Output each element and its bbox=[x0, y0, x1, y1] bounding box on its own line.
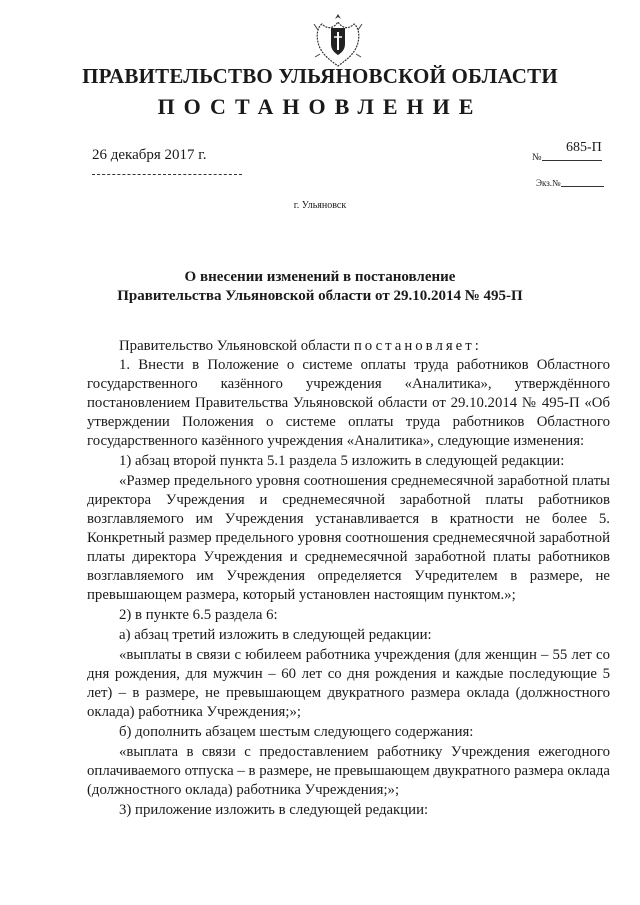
copy-underline bbox=[561, 186, 604, 187]
paragraph-2: 1) абзац второй пункта 5.1 раздела 5 изложить в следующей редакции: bbox=[119, 453, 565, 469]
paragraph-8: «выплата в связи с предоставлением работнику Учреждения ежегодного оплачиваемого отпуска – в размере, не превышающем двукратного размера оклада (должностного оклада) работника Учреждения;»; bbox=[87, 744, 610, 798]
number-underline bbox=[542, 160, 602, 161]
city: г. Ульяновск bbox=[293, 200, 347, 211]
subject-line-2: Правительства Ульяновской области от 29.10.2014 № 495-П bbox=[117, 288, 523, 304]
paragraph-7: б) дополнить абзацем шестым следующего содержания: bbox=[119, 724, 474, 740]
intro-paragraph bbox=[87, 337, 610, 356]
document-date: 26 декабря 2017 г. bbox=[92, 147, 207, 163]
paragraph-4: 2) в пункте 6.5 раздела 6: bbox=[119, 607, 278, 623]
copy-label: Экз.№ bbox=[536, 178, 561, 188]
date-underline bbox=[92, 174, 242, 175]
government-title: ПРАВИТЕЛЬСТВО УЛЬЯНОВСКОЙ ОБЛАСТИ bbox=[82, 64, 558, 88]
paragraph-5: а) абзац третий изложить в следующей редакции: bbox=[119, 627, 432, 643]
document-type: ПОСТАНОВЛЕНИЕ bbox=[157, 94, 483, 119]
paragraph-1: 1. Внести в Положение о системе оплаты труда работников Областного государственного казённого учреждения «Аналитика», утверждённого постановлением Правительства Ульяновской области от 29.10.2014 № 495-П «Об утверждении Положения о системе оплаты труда работников Областного государственного казённого учреждения «Аналитика», следующие изменения: bbox=[87, 357, 610, 449]
intro-verb: постановляет: bbox=[353, 338, 482, 354]
document-subject bbox=[0, 268, 640, 306]
coat-of-arms-icon bbox=[312, 10, 364, 70]
document-body bbox=[87, 337, 610, 820]
number-label: № bbox=[532, 152, 542, 163]
intro-prefix: Правительство Ульяновской области bbox=[119, 338, 351, 354]
paragraph-3: «Размер предельного уровня соотношения среднемесячной заработной платы директора Учреждения и среднемесячной заработной платы работников возглавляемого им Учреждения устанавливается в кратности не более 5. Конкретный размер предельного уровня соотношения среднемесячной заработной платы директора Учреждения и среднемесячной заработной платы работников возглавляемого им Учреждения определяется Учредителем в размере, не превышающем размера, который установлен настоящим пунктом.»; bbox=[87, 473, 610, 603]
subject-line-1: О внесении изменений в постановление bbox=[184, 269, 456, 285]
paragraph-6: «выплаты в связи с юбилеем работника учреждения (для женщин – 55 лет со дня рождения, для мужчин – 60 лет со дня рождения и каждые последующие 5 лет) – в размере, не превышающем двукратного размера оклада (должностного оклада) работника Учреждения;»; bbox=[87, 647, 610, 720]
paragraph-9: 3) приложение изложить в следующей редакции: bbox=[119, 802, 429, 818]
document-number: 685-П bbox=[566, 140, 602, 155]
